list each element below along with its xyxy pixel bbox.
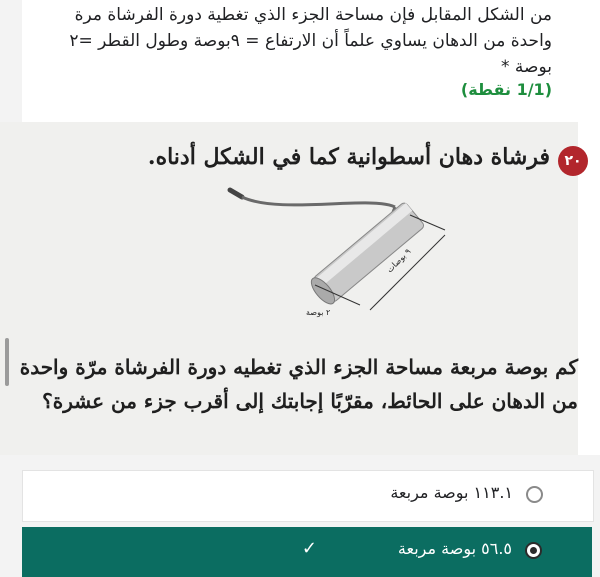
problem-heading: فرشاة دهان أسطوانية كما في الشكل أدناه. xyxy=(147,144,550,170)
checkmark-icon: ✓ xyxy=(301,538,317,559)
paint-roller-icon xyxy=(220,185,460,325)
scroll-indicator[interactable] xyxy=(5,338,9,386)
height-label: ٩ بوصات xyxy=(385,246,413,275)
answer-option-label: ٥٦.٥ بوصة مربعة xyxy=(397,539,512,558)
diameter-label: ٢ بوصة xyxy=(306,308,331,317)
points-badge: (1/1 نقطة) xyxy=(460,80,552,99)
answer-option-2[interactable] xyxy=(22,527,592,577)
question-text: من الشكل المقابل فإن مساحة الجزء الذي تغطية دورة الفرشاة مرة واحدة من الدهان يساوي علماً أن الارتفاع = ٩بوصة وطول القطر =٢ بوصة * xyxy=(69,5,552,77)
radio-selected-icon[interactable] xyxy=(525,542,542,559)
problem-question: كم بوصة مربعة مساحة الجزء الذي تغطيه دورة الفرشاة مرّة واحدة من الدهان على الحائط، مقرّبًا إجابتك إلى أقرب جزء من عشرة؟ xyxy=(19,355,578,413)
problem-number: ٢٠ xyxy=(558,146,588,176)
answer-option-1[interactable] xyxy=(22,470,594,522)
radio-unselected-icon[interactable] xyxy=(526,486,543,503)
paint-roller-figure xyxy=(220,185,460,325)
answer-option-label: ١١٣.١ بوصة مربعة xyxy=(390,483,513,502)
